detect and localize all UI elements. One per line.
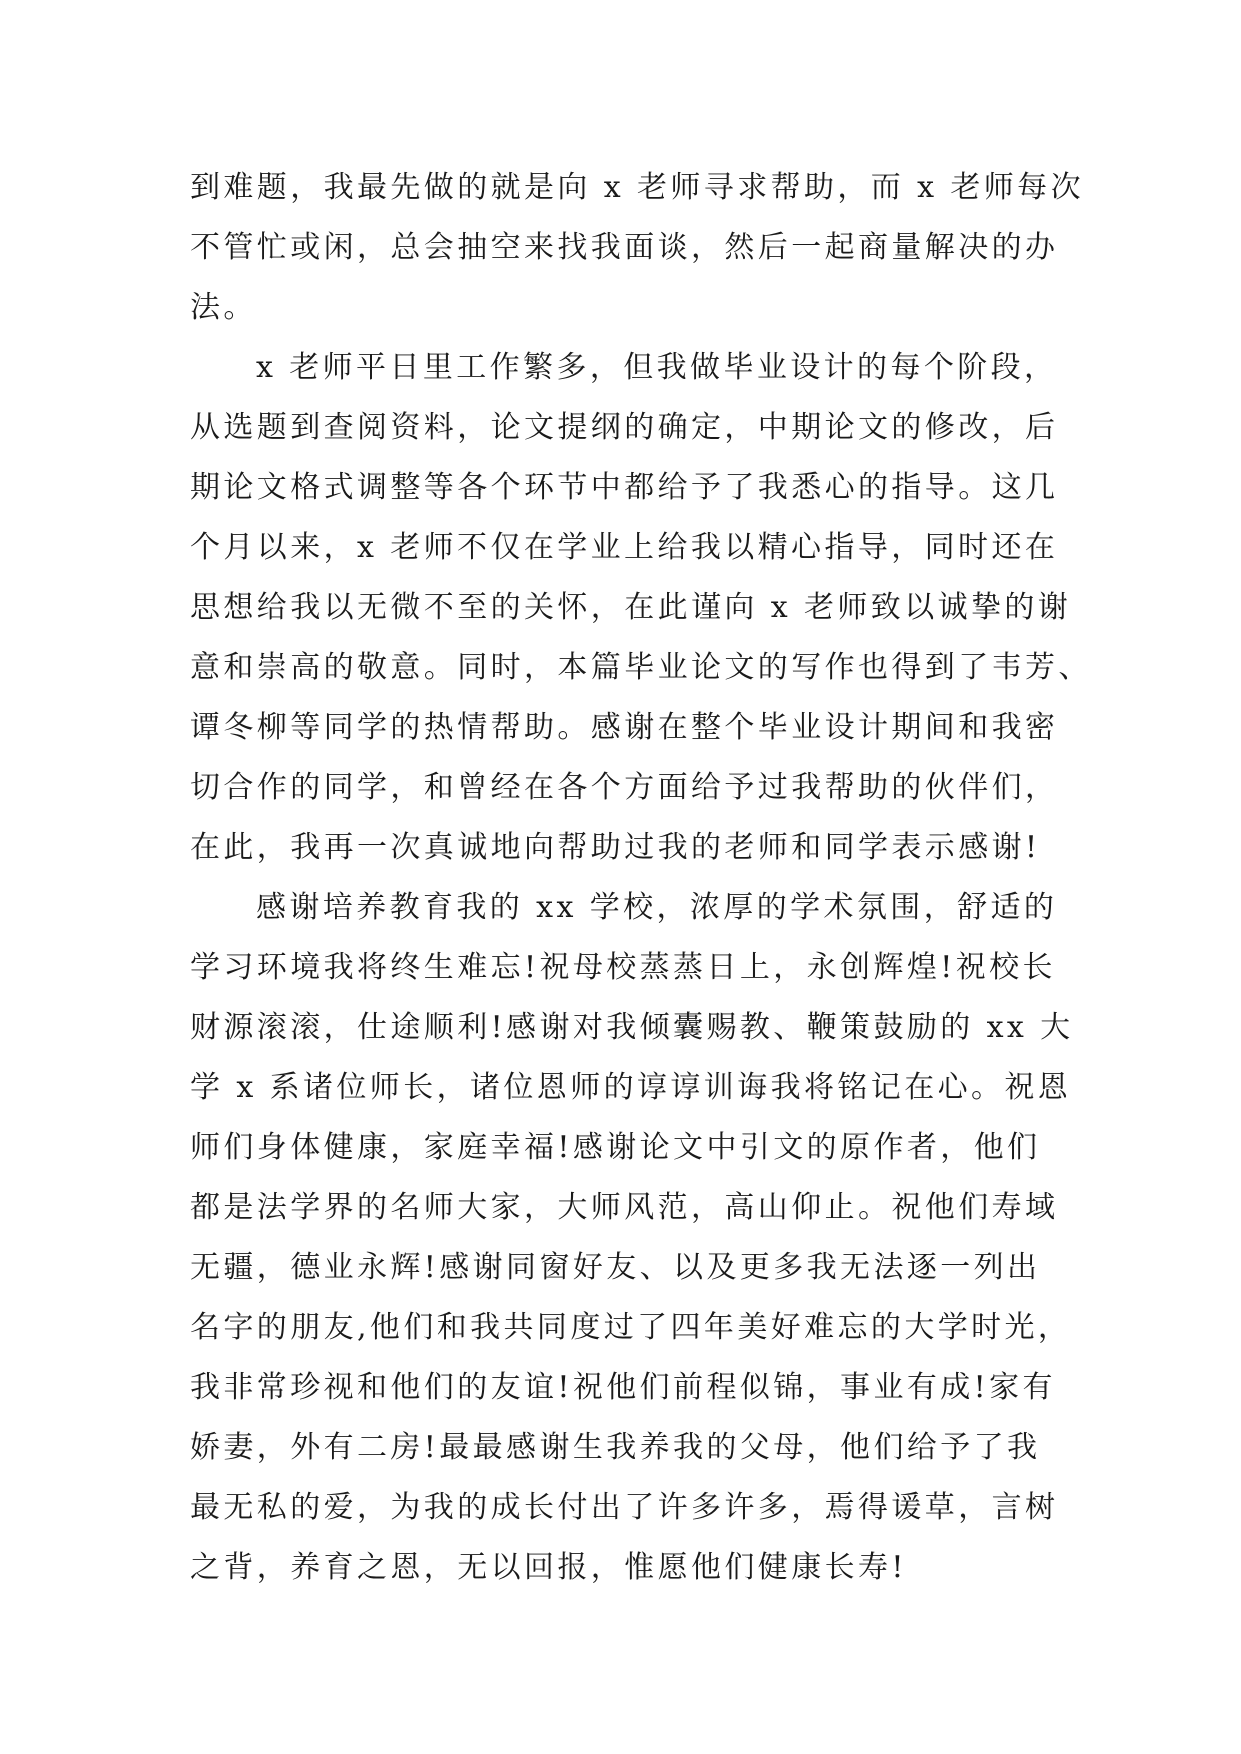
text-line: 师们身体健康，家庭幸福!感谢论文中引文的原作者，他们 [190, 1130, 1041, 1165]
text-line: 学 x 系诸位师长，诸位恩师的谆谆训诲我将铭记在心。祝恩 [190, 1070, 1072, 1105]
text-line: 思想给我以无微不至的关怀，在此谨向 x 老师致以诚挚的谢 [190, 590, 1072, 625]
paragraph-2 [190, 338, 1092, 878]
text-line: 名字的朋友,他们和我共同度过了四年美好难忘的大学时光， [190, 1310, 1072, 1345]
paragraph-3 [190, 878, 1074, 1598]
document-body [190, 158, 1092, 1598]
text-line: 最无私的爱，为我的成长付出了许多许多，焉得谖草，言树 [190, 1490, 1059, 1525]
text-line: 学习环境我将终生难忘!祝母校蒸蒸日上，永创辉煌!祝校长 [190, 950, 1056, 985]
text-line: 无疆，德业永辉!感谢同窗好友、以及更多我无法逐一列出 [190, 1250, 1041, 1285]
text-line: 法。 [190, 290, 257, 325]
text-line: 意和崇高的敬意。同时，本篇毕业论文的写作也得到了韦芳、 [190, 650, 1092, 685]
text-line: 之背，养育之恩，无以回报，惟愿他们健康长寿! [190, 1550, 907, 1585]
text-line: 在此，我再一次真诚地向帮助过我的老师和同学表示感谢! [190, 830, 1041, 865]
text-line: 谭冬柳等同学的热情帮助。感谢在整个毕业设计期间和我密 [190, 710, 1059, 745]
paragraph-1 [190, 158, 1084, 338]
text-line: 个月以来，x 老师不仅在学业上给我以精心指导，同时还在 [190, 530, 1059, 565]
text-line: 期论文格式调整等各个环节中都给予了我悉心的指导。这几 [190, 470, 1059, 505]
text-line: 到难题，我最先做的就是向 x 老师寻求帮助，而 x 老师每次 [190, 170, 1084, 205]
text-line: 切合作的同学，和曾经在各个方面给予过我帮助的伙伴们， [190, 770, 1059, 805]
text-line: 我非常珍视和他们的友谊!祝他们前程似锦，事业有成!家有 [190, 1370, 1056, 1405]
text-line: 从选题到查阅资料，论文提纲的确定，中期论文的修改，后 [190, 410, 1059, 445]
text-line: 娇妻，外有二房!最最感谢生我养我的父母，他们给予了我 [190, 1430, 1041, 1465]
text-line: 不管忙或闲，总会抽空来找我面谈，然后一起商量解决的办 [190, 230, 1059, 265]
text-line: 财源滚滚，仕途顺利!感谢对我倾囊赐教、鞭策鼓励的 xx 大 [190, 1010, 1074, 1045]
text-line: 感谢培养教育我的 xx 学校，浓厚的学术氛围，舒适的 [256, 890, 1058, 925]
text-line: x 老师平日里工作繁多，但我做毕业设计的每个阶段， [256, 350, 1058, 385]
text-line: 都是法学界的名师大家，大师风范，高山仰止。祝他们寿域 [190, 1190, 1059, 1225]
